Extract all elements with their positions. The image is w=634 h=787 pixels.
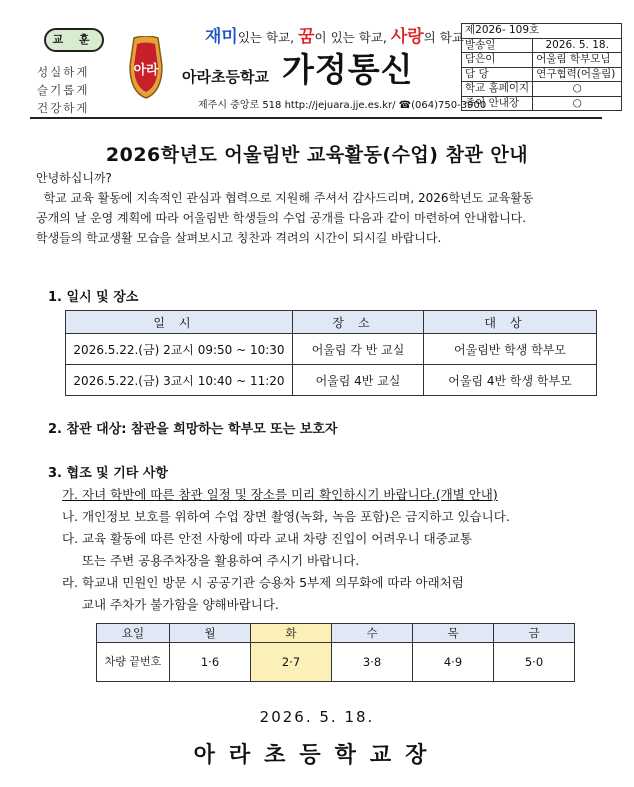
note-item: 가. 자녀 학반에 따른 참관 일정 및 장소를 미리 확인하시기 바랍니다.(개별 안내) (62, 487, 498, 502)
parking-day: 월 (170, 624, 251, 643)
document-title: 2026학년도 어울림반 교육활동(수업) 참관 안내 (105, 144, 529, 166)
manager: 연구협력(어울림) (533, 67, 622, 82)
intro-line: 학생들의 학교생활 모습을 살펴보시고 칭찬과 격려의 시간이 되시길 바랍니다. (36, 231, 442, 245)
schedule-time: 2026.5.22.(금) 3교시 10:40 ~ 11:20 (66, 365, 293, 396)
notes-list (62, 484, 510, 616)
paper-mark: ○ (533, 96, 622, 111)
schedule-place: 어울림 각 반 교실 (293, 334, 424, 365)
school-address: 제주시 중앙로 518 http://jejuara.jje.es.kr/ ☎(064)750-3900 (198, 100, 487, 111)
parking-restriction-table (96, 623, 575, 682)
table-row (66, 334, 597, 365)
note-item: 교내 주차가 불가함을 양해바랍니다. (62, 597, 279, 612)
homepage-mark: ○ (533, 82, 622, 97)
section-heading: 3. 협조 및 기타 사항 (48, 466, 168, 481)
intro-paragraph (36, 168, 606, 248)
motto-line: 슬기롭게 (37, 83, 90, 97)
plate-digits: 1·6 (170, 643, 251, 682)
school-name: 아라초등학교 (182, 68, 269, 86)
plate-digits: 5·0 (494, 643, 575, 682)
issue-number: 제2026- 109호 (462, 24, 622, 39)
parking-day: 수 (332, 624, 413, 643)
motto-line: 성실하게 (37, 65, 90, 79)
issue-date: 2026. 5. 18. (533, 38, 622, 53)
slogan-text: 있는 학교, (237, 30, 299, 45)
slogan-keyword: 사랑 (390, 27, 424, 47)
parking-day: 금 (494, 624, 575, 643)
logo-text: 아라 (133, 63, 159, 78)
section-heading: 2. 참관 대상: 참관을 희망하는 학부모 또는 보호자 (48, 422, 338, 437)
table-row (66, 365, 597, 396)
manager-label: 담 당 (462, 67, 533, 82)
slogan-keyword: 재미 (205, 27, 238, 47)
issue-info-table (461, 23, 622, 111)
writer-label: 담은이 (462, 53, 533, 68)
parking-day: 목 (413, 624, 494, 643)
motto-badge: 교 훈 (44, 28, 104, 52)
school-logo-icon (128, 36, 164, 100)
intro-line: 학교 교육 활동에 지속적인 관심과 협력으로 지원해 주셔서 감사드리며, 2026학년도 교육활동 (36, 191, 534, 205)
parking-header: 요일 (97, 624, 170, 643)
schedule-header: 일시 (66, 311, 293, 334)
issue-date-footer: 2026. 5. 18. (259, 708, 375, 726)
homepage-label: 학교 홈페이지 (462, 82, 533, 97)
schedule-header: 대상 (424, 311, 597, 334)
note-item: 라. 학교내 민원인 방문 시 공공기관 승용차 5부제 의무화에 따라 아래처럼 (62, 575, 464, 590)
table-row (97, 643, 575, 682)
note-item: 다. 교육 활동에 따른 안전 사항에 따라 교내 차량 진입이 어려우니 대중교통 (62, 531, 472, 546)
motto-line: 건강하게 (37, 101, 90, 115)
note-item: 또는 주변 공용주차장을 활용하여 주시기 바랍니다. (62, 553, 360, 568)
intro-line: 공개의 날 운영 계획에 따라 어울림반 학생들의 수업 공개를 다음과 같이 마련하여 안내합니다. (36, 211, 527, 225)
intro-line: 안녕하십니까? (36, 171, 112, 185)
schedule-table (65, 310, 597, 396)
schedule-header: 장소 (293, 311, 424, 334)
parking-day: 화 (251, 624, 332, 643)
writer: 어울림 학부모님 (533, 53, 622, 68)
schedule-place: 어울림 4반 교실 (293, 365, 424, 396)
paper-label: 종이 안내장 (462, 96, 533, 111)
section-heading: 1. 일시 및 장소 (48, 290, 139, 305)
issue-date-label: 발송일 (462, 38, 533, 53)
principal-signature: 아라초등학교장 (193, 742, 441, 768)
schedule-target: 어울림 4반 학생 학부모 (424, 365, 597, 396)
schedule-target: 어울림반 학생 학부모 (424, 334, 597, 365)
newsletter-title: 가정통신 (282, 50, 414, 89)
slogan-keyword: 꿈 (298, 27, 315, 47)
slogan-text: 의 학교 (423, 30, 464, 45)
header-divider (30, 117, 602, 119)
plate-digits: 2·7 (251, 643, 332, 682)
plate-digits: 3·8 (332, 643, 413, 682)
note-item: 나. 개인정보 보호를 위하여 수업 장면 촬영(녹화, 녹음 포함)은 금지하고 있습니다. (62, 509, 510, 524)
schedule-time: 2026.5.22.(금) 2교시 09:50 ~ 10:30 (66, 334, 293, 365)
plate-digits: 4·9 (413, 643, 494, 682)
parking-row-label: 차량 끝번호 (97, 643, 170, 682)
slogan-text: 이 있는 학교, (314, 30, 391, 45)
